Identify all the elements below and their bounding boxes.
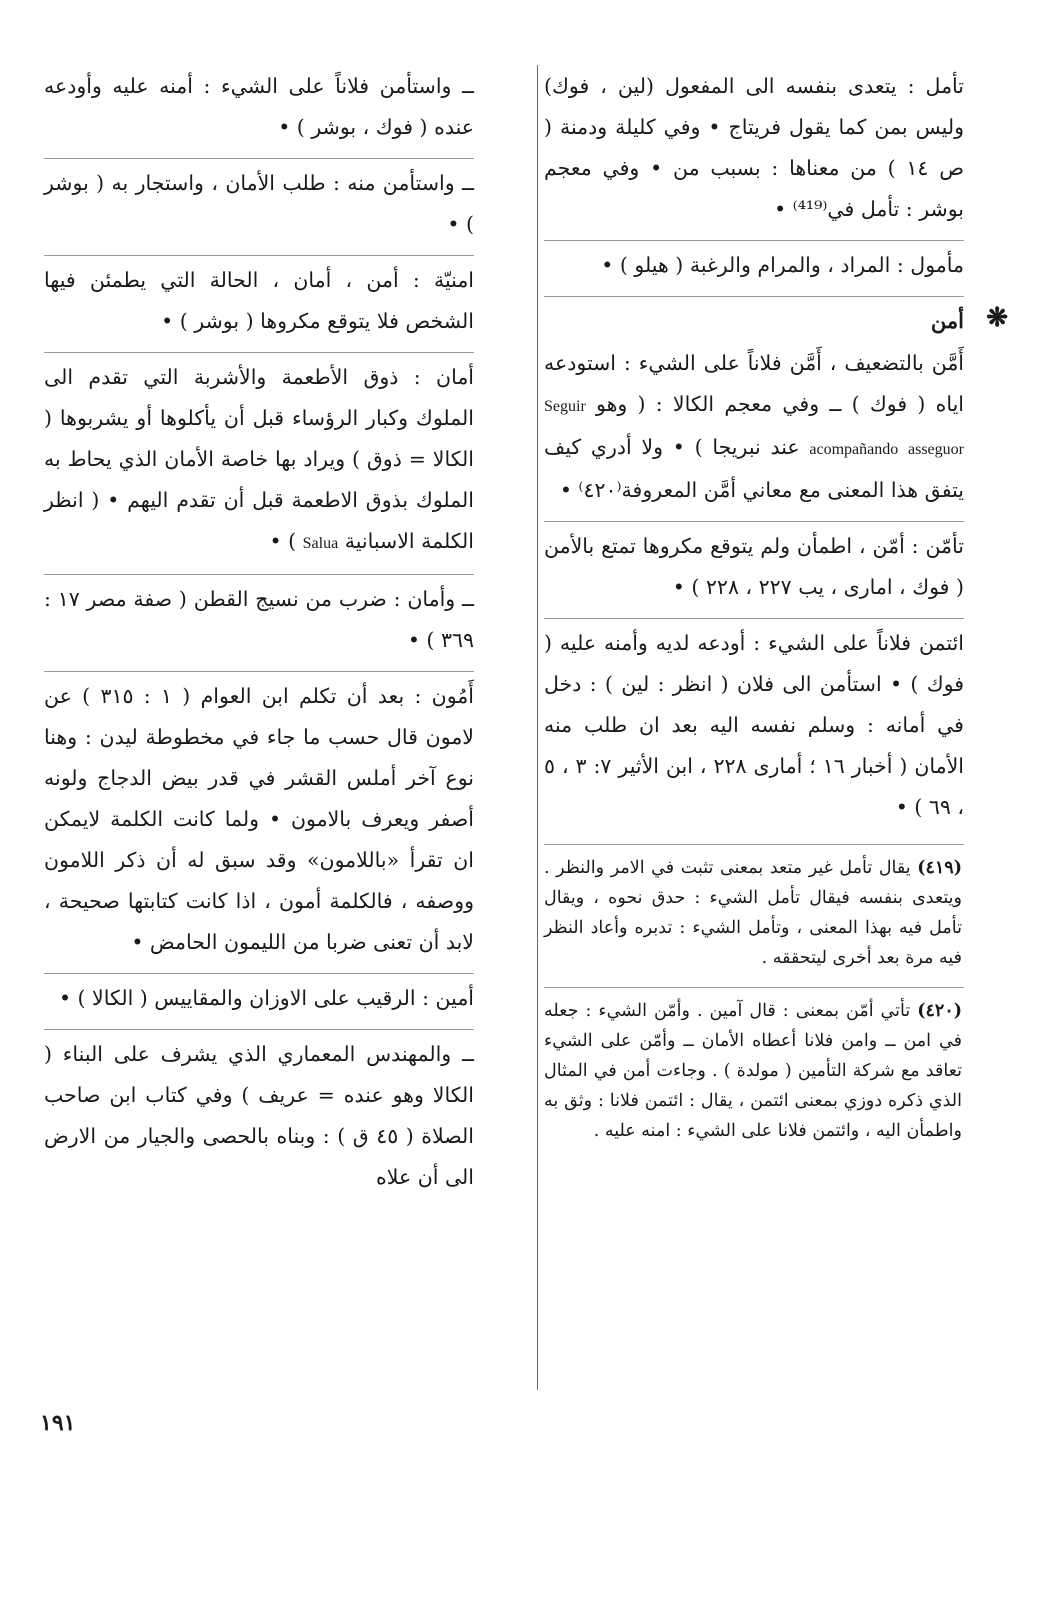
aman-text: أمان : ذوق الأطعمة والأشربة التي تقدم الى الملوك وكبار الرؤساء قبل أن يأكلوها أو يشربوها ( الكالا = ذوق ) ويراد بها خاصة الأمان الذي يحاط به الملوك بذوق الاطعمة قبل أن تقدم اليهم • ( انظر الكلمة الاسبانية: [44, 365, 474, 553]
entry-iitaman: ائتمن فلاناً على الشيء : أودعه لديه وأمنه عليه ( فوك ) • استأمن الى فلان ( انظر : لين ) : دخل في أمانه : وسلم نفسه اليه بعد ان طلب منه الأمان ( أخبار ١٦ ؛ أمارى ٢٢٨ ، ابن الأثير ٧: ٣ ، ٥ ، ٦٩ ) •: [544, 631, 964, 819]
footnote: [544, 853, 964, 973]
footnote-rule: [544, 987, 964, 988]
entry-muhandis: ــ والمهندس المعماري الذي يشرف على البناء ( الكالا وهو عنده = عريف ) وفي كتاب ابن صاحب الصلاة ( ٤٥ ق ) : وبناه بالحصى والجيار من الارض الى أن علاه: [44, 1042, 474, 1189]
asterisk-icon: ❋: [986, 303, 1008, 333]
root-heading: [544, 297, 1008, 339]
latin-term: Seguir acompañando: [544, 398, 899, 458]
entry-amman: [544, 339, 964, 522]
latin-term: asseguor: [908, 441, 964, 458]
entry-aman: [44, 353, 474, 575]
footnote: [544, 996, 964, 1146]
entry-istaman-1: ــ واستأمن فلاناً على الشيء : أمنه عليه وأودعه عنده ( فوك ، بوشر ) •: [44, 62, 474, 159]
entry-mamul: مأمول : المراد ، والمرام والرغبة ( هيلو ) •: [544, 241, 964, 297]
amman-text-1: أَمَّن بالتضعيف ، أَمَّن فلاناً على الشيء : استودعه اياه ( فوك ) ــ وفي معجم الكالا : ( وهو: [544, 351, 964, 416]
entry-taamman: تأمّن : أمّن ، اطمأن ولم يتوقع مكروها تمتع بالأمن ( فوك ، امارى ، يب ٢٢٧ ، ٢٢٨ ) •: [544, 522, 964, 619]
footnote-number: (٤٢٠): [917, 1001, 962, 1021]
footnotes: [544, 838, 964, 1146]
footnote-text: يقال تأمل غير متعد بمعنى تثبت في الامر والنظر . ويتعدى بنفسه فيقال تأمل الشيء : حدق نحوه ، ويقال تأمل فيه بهذا المعنى ، وتأمل الشيء : تدبره وأعاد النظر فيه مرة بعد أخرى ليتحققه .: [544, 858, 962, 968]
entry-istaman-2: ــ واستأمن منه : طلب الأمان ، واستجار به ( بوشر ) •: [44, 159, 474, 256]
entry-umniyya: امنيّة : أمن ، أمان ، الحالة التي يطمئن فيها الشخص فلا يتوقع مكروها ( بوشر ) •: [44, 256, 474, 353]
page-number: ١٩١: [40, 1410, 76, 1436]
latin-term: Salua: [302, 535, 339, 552]
amman-text-2: عند نبريجا ) • ولا أدري كيف يتفق هذا المعنى مع معاني أمَّن المعروفة⁽٤٢٠⁾ •: [544, 435, 964, 502]
entry-amin: أمين : الرقيب على الاوزان والمقاييس ( الكالا ) •: [44, 974, 474, 1030]
root-word: أمن: [930, 308, 964, 333]
left-column: [44, 62, 474, 1208]
entry-amun: أَمُون : بعد أن تكلم ابن العوام ( ١ : ٣١٥ ) عن لامون قال حسب ما جاء في مخطوطة ليدن : وهنا نوع آخر أملس القشر في قدر بيض الدجاج ولونه أصفر ويعرف بالامون • ولما كانت الكلمة لايمكن ان تقرأ «باللامون» وقد سبق له أن ذكر اللامون ووصفه ، فالكلمة أمون ، اذا كانت كتابتها صحيحة ، لابد أن تعنى ضربا من الليمون الحامض •: [44, 672, 474, 974]
column-divider: [537, 65, 538, 1390]
footnote-text: تأتي أمّن بمعنى : قال آمين . وأمّن الشيء : جعله في امن ــ وامن فلانا أعطاه الأمان ــ وأمّن على الشيء تعاقد مع شركة التأمين ( مولدة ) . وجاءت أمن في المثال الذي ذكره دوزي بمعنى ائتمن ، يقال : ائتمن فلانا : وثق به واطمأن اليه ، وائتمن فلانا على الشيء : امنه عليه .: [544, 1001, 962, 1141]
entry-aman-2: ــ وأمان : ضرب من نسيج القطن ( صفة مصر ١٧ : ٣٦٩ ) •: [44, 575, 474, 672]
right-column: [544, 62, 1008, 1160]
footnote-number: (٤١٩): [917, 858, 962, 878]
aman-end: ) •: [269, 529, 297, 553]
footnote-rule: [544, 844, 964, 845]
entry-taammul: تأمل : يتعدى بنفسه الى المفعول (لين ، فوك) وليس بمن كما يقول فريتاج • وفي كليلة ودمنة ( ص ١٤ ) من معناها : بسبب من • وفي معجم بوشر : تأمل في⁽⁴¹⁹⁾ •: [544, 62, 964, 241]
